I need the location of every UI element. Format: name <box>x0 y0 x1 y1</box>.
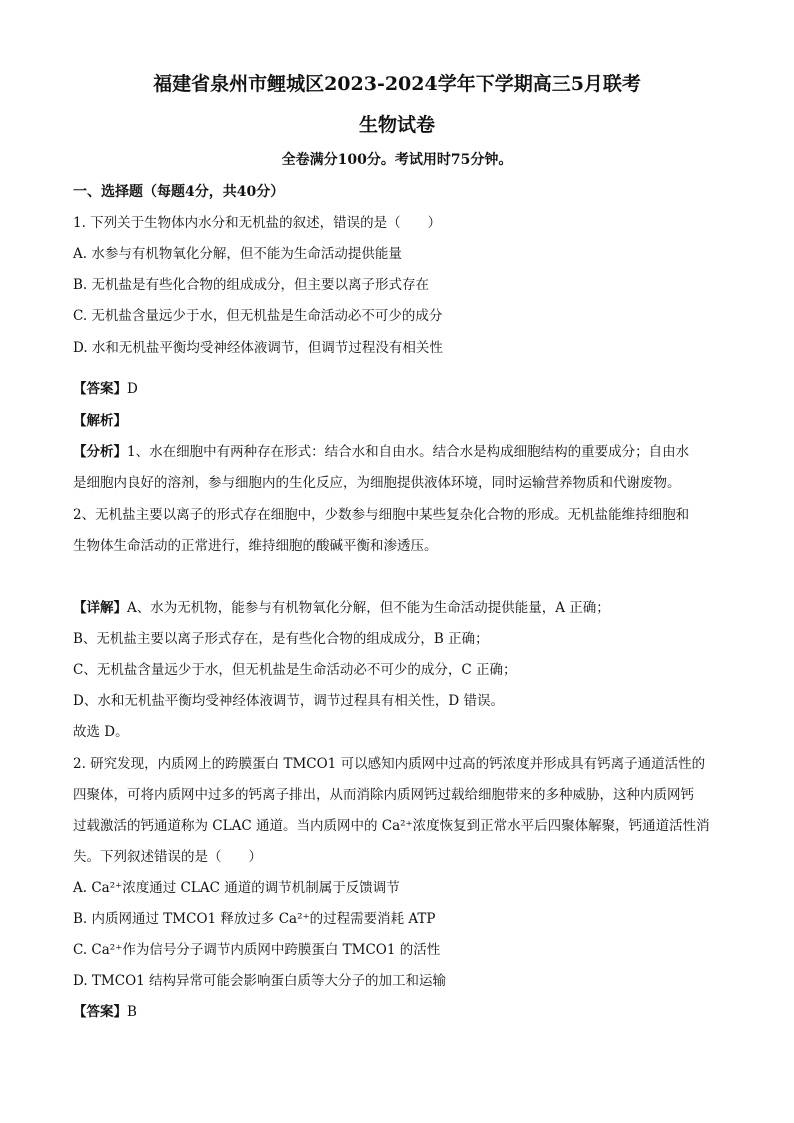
analysis-line-4: 生物体生命活动的正常进行，维持细胞的酸碱平衡和渗透压。 <box>73 538 438 554</box>
analysis-line-1 <box>73 443 689 461</box>
q1-option-c: C. 无机盐含量远少于水，但无机盐是生命活动必不可少的成分 <box>73 308 443 324</box>
q2-answer-value: B <box>127 1004 137 1020</box>
q1-option-d: D. 水和无机盐平衡均受神经体液调节，但调节过程没有相关性 <box>73 340 443 356</box>
detail-line-2: B、无机盐主要以离子形式存在，是有些化合物的组成成分，B 正确； <box>73 631 489 647</box>
q2-answer-tag: 【答案】 <box>73 1004 127 1020</box>
q2-option-d: D. TMCO1 结构异常可能会影响蛋白质等大分子的加工和运输 <box>73 973 447 989</box>
q2-option-c: C. Ca²⁺作为信号分子调节内质网中跨膜蛋白 TMCO1 的活性 <box>73 942 441 958</box>
q1-answer-value: D <box>127 381 138 397</box>
analysis-text-1: 1、水在细胞中有两种存在形式：结合水和自由水。结合水是构成细胞结构的重要成分；自由水 <box>127 444 690 460</box>
exam-info: 全卷满分100分。考试用时75分钟。 <box>281 152 513 168</box>
q1-option-b: B. 无机盐是有些化合物的组成成分，但主要以离子形式存在 <box>73 277 430 293</box>
question-2-stem-2: 四聚体，可将内质网中过多的钙离子排出，从而消除内质网钙过载给细胞带来的多种威胁，这种内质网钙 <box>73 787 694 803</box>
explain-tag: 【解析】 <box>73 413 127 429</box>
q2-answer-line <box>73 1003 137 1021</box>
question-1-stem: 1. 下列关于生物体内水分和无机盐的叙述，错误的是（ ） <box>73 215 442 231</box>
detail-line-3: C、无机盐含量远少于水，但无机盐是生命活动必不可少的成分，C 正确； <box>73 662 517 678</box>
analysis-line-2: 是细胞内良好的溶剂，参与细胞内的生化反应，为细胞提供液体环境，同时运输营养物质和代谢废物。 <box>73 475 681 491</box>
analysis-line-3: 2、无机盐主要以离子的形式存在细胞中，少数参与细胞中某些复杂化合物的形成。无机盐能维持细胞和 <box>73 507 690 523</box>
detail-line-5: 故选 D。 <box>73 724 129 740</box>
q2-option-b: B. 内质网通过 TMCO1 释放过多 Ca²⁺的过程需要消耗 ATP <box>73 911 436 927</box>
question-2-stem-1: 2. 研究发现，内质网上的跨膜蛋白 TMCO1 可以感知内质网中过高的钙浓度并形成具有钙离子通道活性的 <box>73 756 706 772</box>
section-heading: 一、选择题（每题4分，共40分） <box>73 184 285 200</box>
analysis-tag: 【分析】 <box>73 444 127 460</box>
q2-option-a: A. Ca²⁺浓度通过 CLAC 通道的调节机制属于反馈调节 <box>73 880 400 896</box>
question-2-stem-3: 过载激活的钙通道称为 CLAC 通道。当内质网中的 Ca²⁺浓度恢复到正常水平后四聚体解聚，钙通道活性消 <box>73 818 710 834</box>
detail-line-4: D、水和无机盐平衡均受神经体液调节，调节过程具有相关性，D 错误。 <box>73 693 504 709</box>
exam-title: 福建省泉州市鲤城区2023-2024学年下学期高三5月联考 <box>153 73 641 95</box>
detail-line-1 <box>73 599 610 617</box>
answer-tag: 【答案】 <box>73 381 127 397</box>
detail-tag: 【详解】 <box>73 600 127 616</box>
detail-text-1: A、水为无机物，能参与有机物氧化分解，但不能为生命活动提供能量，A 正确； <box>127 600 610 616</box>
subject-title: 生物试卷 <box>358 114 435 136</box>
q1-answer-line <box>73 380 138 398</box>
q1-option-a: A. 水参与有机物氧化分解，但不能为生命活动提供能量 <box>73 246 402 262</box>
question-2-stem-4: 失。下列叙述错误的是（ ） <box>73 849 262 865</box>
